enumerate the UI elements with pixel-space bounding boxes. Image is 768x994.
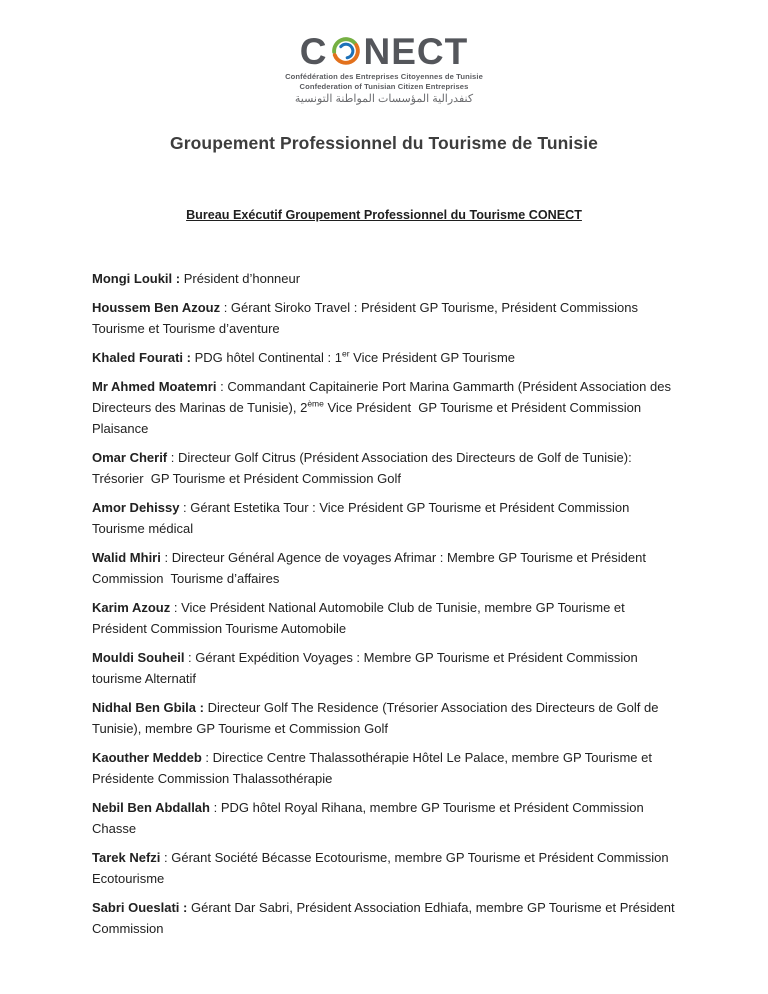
section-subtitle: Bureau Exécutif Groupement Professionnel du Tourisme CONECT (186, 208, 582, 222)
member-row (92, 497, 676, 539)
member-role-text: Président d’honneur (180, 271, 301, 286)
member-name: Nebil Ben Abdallah (92, 800, 210, 815)
member-row (92, 797, 676, 839)
member-row (92, 697, 676, 739)
member-role-text: : Commandant Capitainerie Port Marina Gammarth (Président Association des Directeurs des Marinas de Tunisie), 2 (92, 379, 675, 415)
member-row (92, 897, 679, 939)
member-row (92, 297, 676, 339)
logo-subtitle-french: Confédération des Entreprises Citoyennes de Tunisie (285, 72, 483, 81)
member-role-text: : Gérant Estetika Tour : Vice Président GP Tourisme et Président Commission Tourisme médical (92, 500, 633, 536)
conect-logo (284, 30, 484, 106)
member-role-text: Gérant Dar Sabri, Président Association Edhiafa, membre GP Tourisme et Président Commission (92, 900, 679, 936)
member-name: Sabri Oueslati : (92, 900, 188, 915)
member-row (92, 347, 676, 368)
member-name: Khaled Fourati : (92, 350, 191, 365)
member-row (92, 447, 676, 489)
member-role-text: : Directeur Général Agence de voyages Afrimar : Membre GP Tourisme et Président Commission Tourisme d’affaires (92, 550, 650, 586)
member-name: Mongi Loukil : (92, 271, 181, 286)
member-name: Nidhal Ben Gbila : (92, 700, 204, 715)
member-name: Walid Mhiri (92, 550, 161, 565)
member-role-text-after: Vice Président GP Tourisme (349, 350, 516, 365)
member-role-text: : Vice Président National Automobile Club de Tunisie, membre GP Tourisme et Président Commission Tourisme Automobile (92, 600, 629, 636)
member-role-text: : PDG hôtel Royal Rihana, membre GP Tourisme et Président Commission Chasse (92, 800, 648, 836)
member-role-superscript: er (341, 348, 350, 359)
page-title: Groupement Professionnel du Tourisme de Tunisie (170, 133, 598, 153)
member-row (92, 268, 676, 289)
member-name: Houssem Ben Azouz (92, 300, 221, 315)
member-row (92, 547, 676, 589)
logo-subtitle-english: Confederation of Tunisian Citizen Entreprises (299, 82, 469, 91)
member-role-text-after: Vice Président GP Tourisme et Président Commission Plaisance (92, 400, 645, 436)
member-role-text: Directeur Golf The Residence (Trésorier Association des Directeurs de Golf de Tunisie), membre GP Tourisme et Commission Golf (92, 700, 662, 736)
member-role-text: : Gérant Expédition Voyages : Membre GP Tourisme et Président Commission tourisme Alternatif (92, 650, 642, 686)
member-role-text: : Gérant Siroko Travel : Président GP Tourisme, Président Commissions Tourisme et Tourisme d’aventure (92, 300, 642, 336)
conect-ring-icon (329, 34, 363, 68)
logo-subtitle-arabic: كنفدرالية المؤسسات المواطنة التونسية (294, 93, 474, 105)
wordmark-left: C (299, 30, 328, 72)
member-role-text: PDG hôtel Continental : 1 (190, 350, 342, 365)
member-row (92, 847, 676, 889)
conect-wordmark (284, 30, 484, 72)
member-name: Kaouther Meddeb (92, 750, 202, 765)
member-role-superscript: ème (307, 398, 324, 409)
member-row (92, 647, 676, 689)
member-row (92, 376, 676, 439)
member-name: Amor Dehissy (92, 500, 180, 515)
member-role-text: : Directice Centre Thalassothérapie Hôtel Le Palace, membre GP Tourisme et Présidente Commission Thalassothérapie (92, 750, 656, 786)
member-name: Mouldi Souheil (92, 650, 185, 665)
member-role-text: : Directeur Golf Citrus (Président Association des Directeurs de Golf de Tunisie): Trésorier GP Tourisme et Président Commission Golf (92, 450, 636, 486)
member-name: Mr Ahmed Moatemri (92, 379, 217, 394)
member-role-text: : Gérant Société Bécasse Ecotourisme, membre GP Tourisme et Président Commission Ecotourisme (92, 850, 673, 886)
member-row (92, 747, 676, 789)
member-name: Karim Azouz (92, 600, 171, 615)
member-name: Tarek Nefzi (92, 850, 161, 865)
wordmark-right: NECT (363, 30, 469, 72)
member-name: Omar Cherif (92, 450, 168, 465)
member-row (92, 597, 676, 639)
member-list (92, 268, 679, 939)
